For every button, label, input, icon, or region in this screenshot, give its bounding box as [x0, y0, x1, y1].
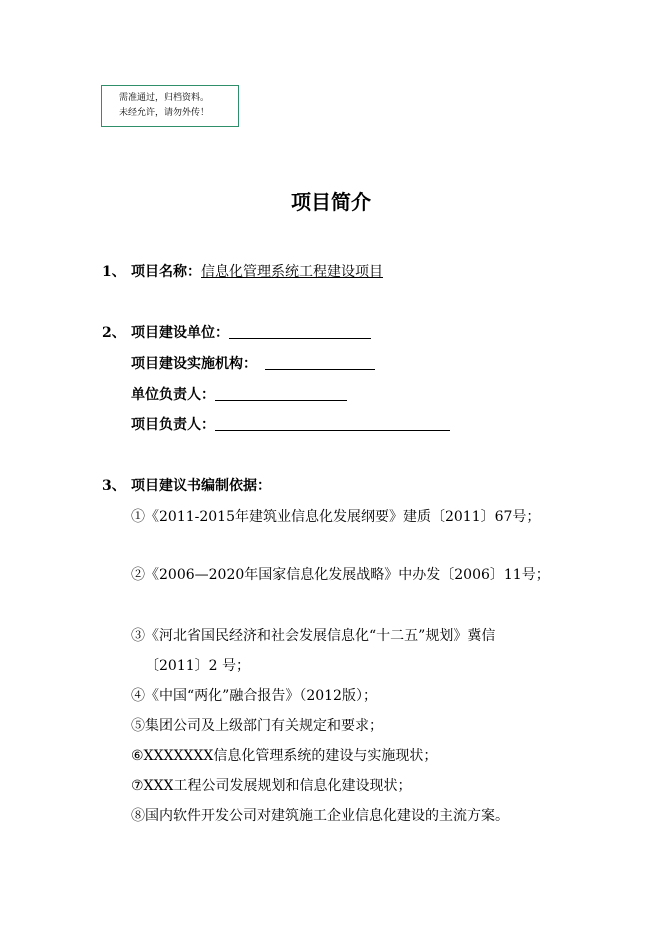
confidential-stamp [101, 85, 239, 127]
section-2-number: 2、 [102, 325, 126, 341]
project-name-label: 项目名称： [131, 264, 201, 280]
construction-unit-label: 项目建设单位： [131, 325, 229, 341]
ref-item-3-continued: 〔2011〕2 号； [145, 658, 250, 674]
stamp-line-2: 未经允许，请勿外传！ [119, 108, 210, 118]
field-row-unit-head [131, 385, 347, 405]
field-row-implementing-agency [131, 354, 375, 374]
field-row-project-head [131, 415, 450, 435]
section-1-row [131, 262, 383, 282]
ref-item-7: ⑦XXX工程公司发展规划和信息化建设现状； [131, 778, 412, 794]
stamp-line-1: 需准通过，归档资料。 [119, 93, 210, 103]
ref-item-6: ⑥XXXXXXX信息化管理系统的建设与实施现状； [131, 748, 438, 764]
basis-heading: 项目建议书编制依据： [131, 478, 271, 494]
section-1-number: 1、 [102, 264, 126, 280]
section-3-number: 3、 [102, 478, 126, 494]
unit-head-label: 单位负责人： [131, 387, 215, 403]
implementing-agency-blank [265, 355, 375, 370]
project-head-label: 项目负责人： [131, 417, 215, 433]
ref-item-4: ④《中国“两化”融合报告》（2012版）； [131, 688, 377, 704]
field-row-construction-unit [131, 323, 371, 343]
implementing-agency-label: 项目建设实施机构： [131, 356, 257, 372]
ref-item-2: ②《2006—2020年国家信息化发展战略》中办发〔2006〕11号； [131, 567, 550, 583]
unit-head-blank [215, 386, 347, 401]
ref-item-8: ⑧国内软件开发公司对建筑施工企业信息化建设的主流方案。 [131, 808, 509, 824]
construction-unit-blank [229, 324, 371, 339]
page-title: 项目简介 [291, 190, 371, 214]
project-name-value: 信息化管理系统工程建设项目 [201, 264, 383, 280]
ref-item-5: ⑤集团公司及上级部门有关规定和要求； [131, 718, 383, 734]
project-head-blank [215, 416, 450, 431]
ref-item-3: ③《河北省国民经济和社会发展信息化“十二五”规划》冀信 [131, 628, 496, 644]
ref-item-1: ①《2011-2015年建筑业信息化发展纲要》建质〔2011〕67号； [131, 509, 541, 525]
